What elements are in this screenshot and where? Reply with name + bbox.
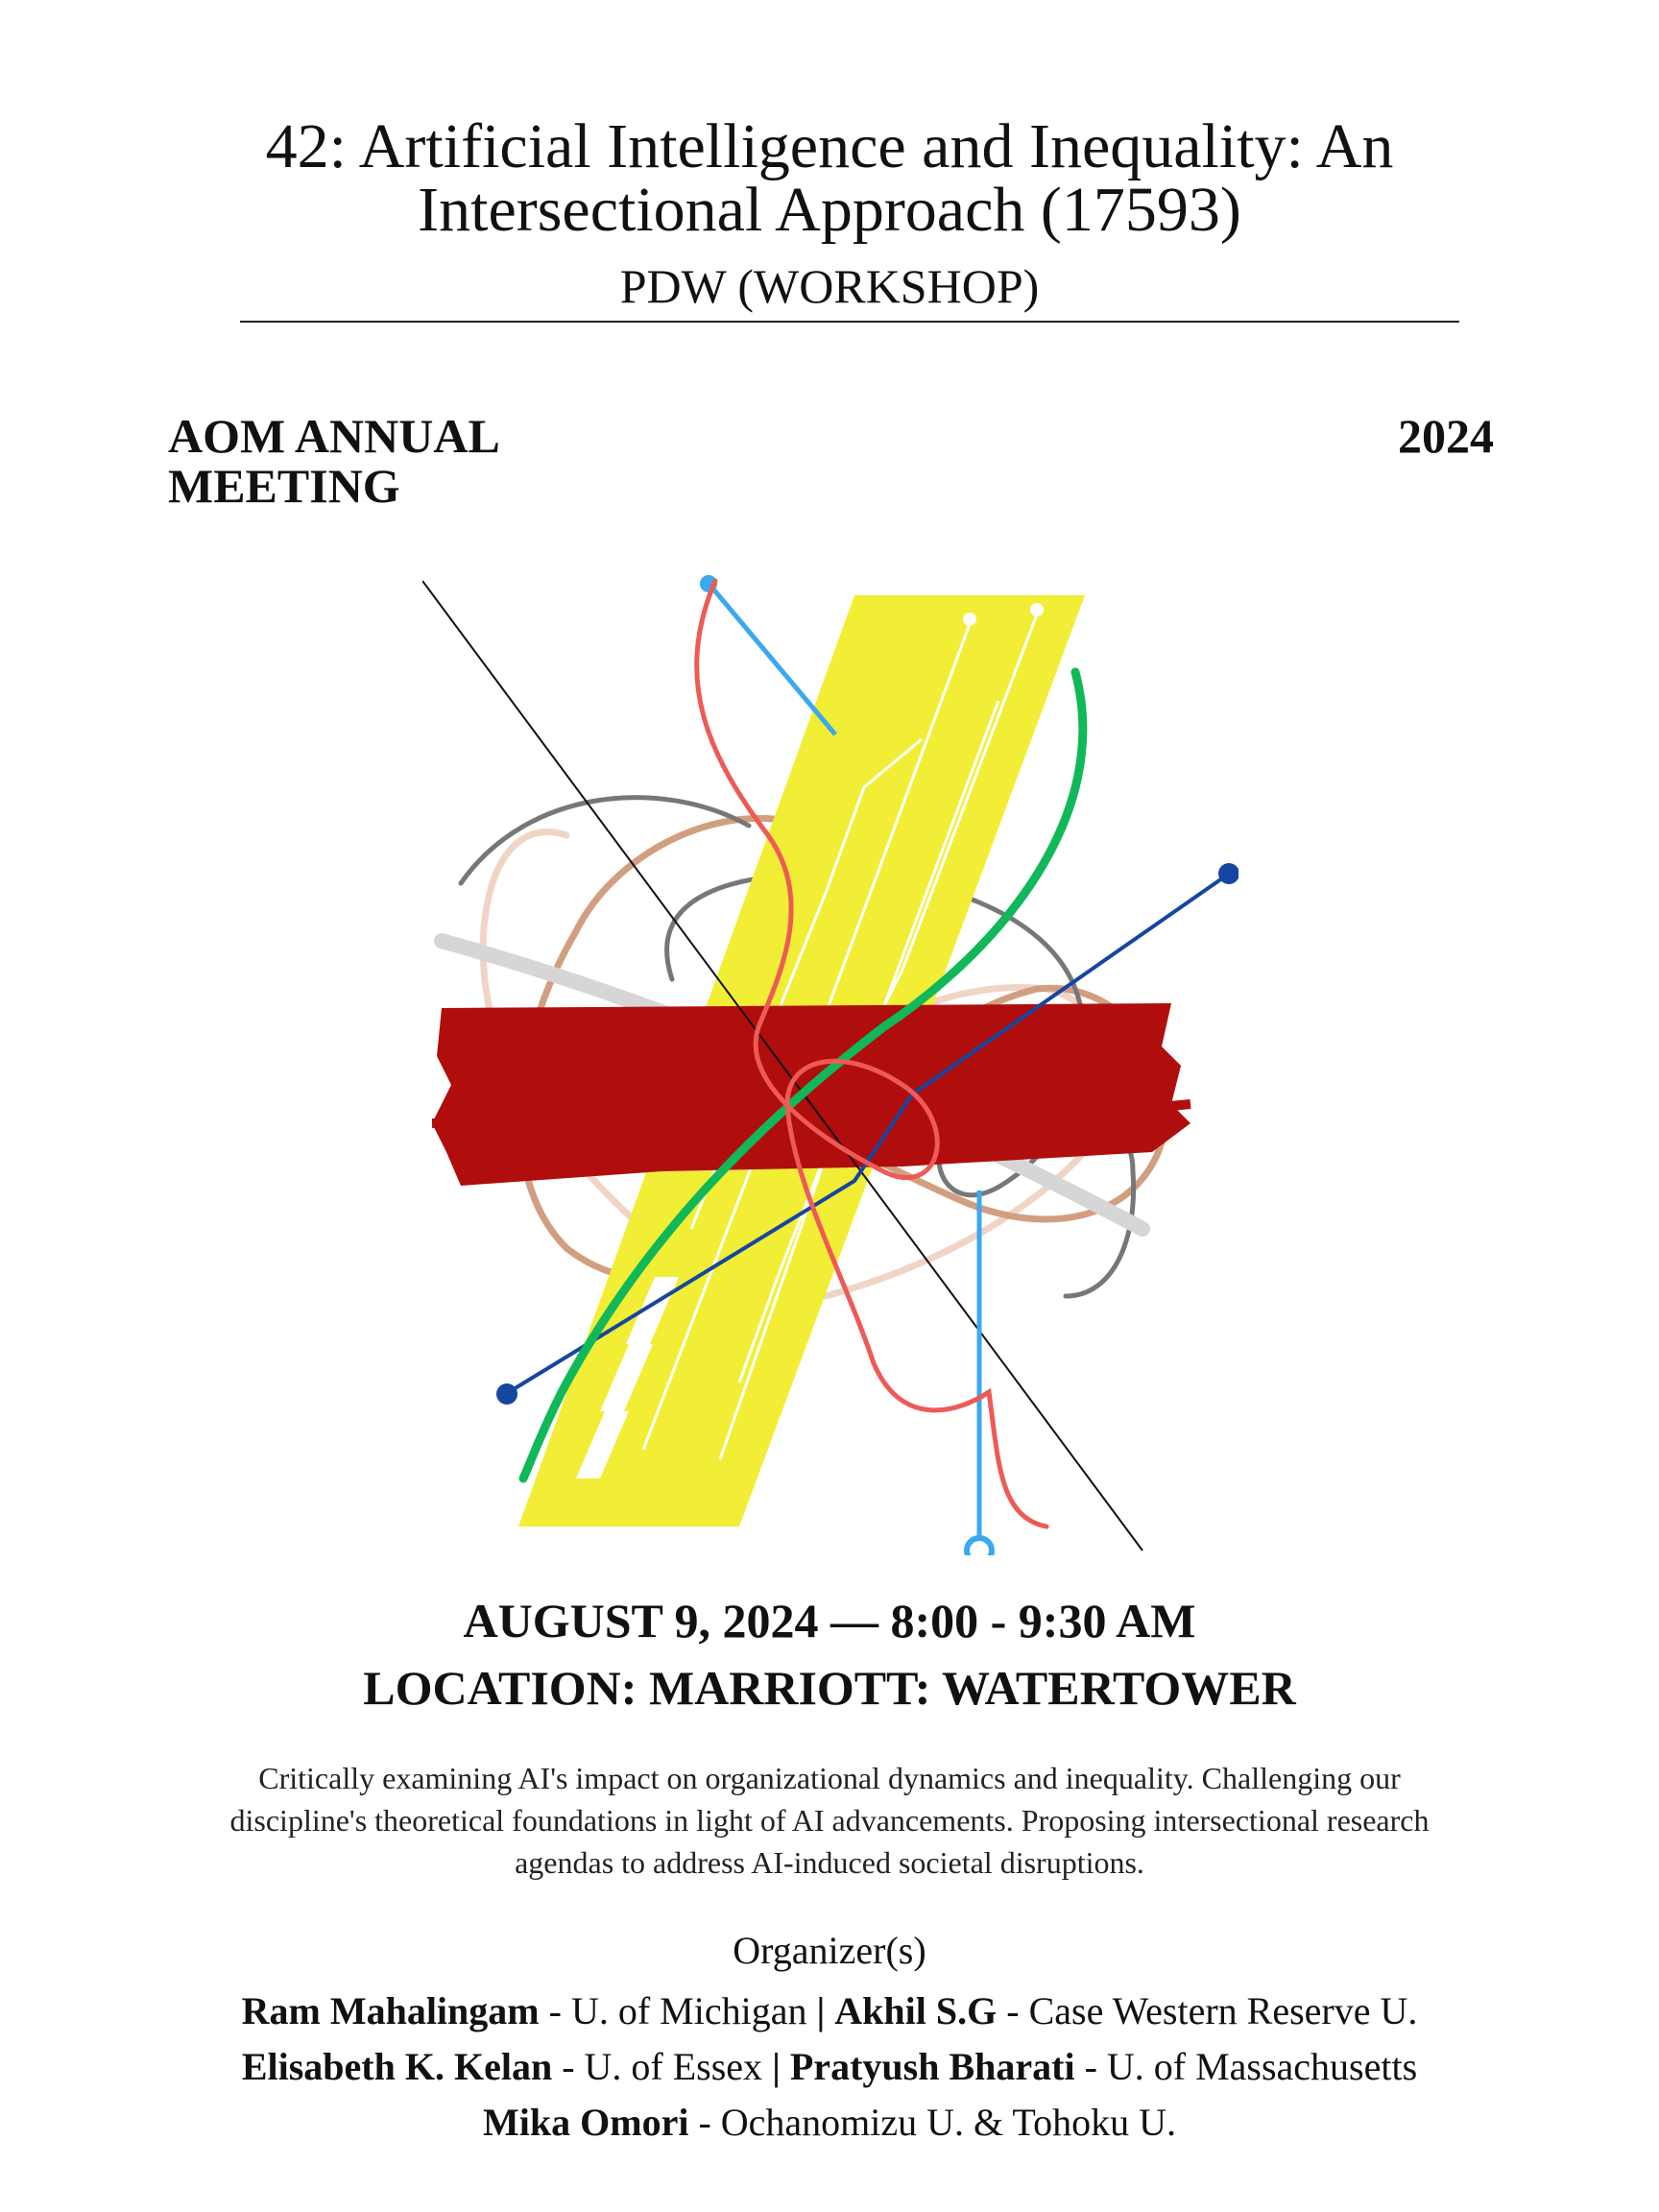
organizer-name: Ram Mahalingam — [241, 1989, 540, 2032]
meeting-year: 2024 — [1398, 409, 1494, 463]
circuit-node — [1030, 603, 1044, 616]
abstract-ai-artwork-icon — [422, 566, 1238, 1555]
organizer-dash: - — [698, 2101, 711, 2144]
event-location: LOCATION: MARRIOTT: WATERTOWER — [363, 1661, 1296, 1715]
organizer-name: Elisabeth K. Kelan — [241, 2045, 553, 2088]
title-divider — [240, 321, 1459, 323]
session-description — [154, 1757, 1505, 1884]
organizer-affiliation: U. of Massachusetts — [1106, 2045, 1418, 2088]
circuit-node — [963, 613, 976, 626]
description-line-2: discipline's theoretical foundations in light of AI advancements. Proposing intersectional research — [229, 1803, 1430, 1838]
organizer-name: Mika Omori — [483, 2101, 689, 2144]
title-line-1: 42: Artificial Intelligence and Inequality: An — [265, 111, 1394, 181]
organizer-dash: - — [1006, 1989, 1020, 2032]
page-title — [0, 111, 1659, 245]
meeting-line-1: AOM ANNUAL — [168, 409, 500, 463]
cyan-ring — [967, 1538, 992, 1555]
session-type: PDW (WORKSHOP) — [619, 259, 1040, 313]
organizer-dash: - — [1084, 2045, 1097, 2088]
organizer-affiliation: U. of Michigan — [570, 1989, 807, 2032]
description-line-1: Critically examining AI's impact on organizational dynamics and inequality. Challenging our — [258, 1761, 1401, 1795]
organizer-dash: - — [548, 1989, 562, 2032]
cyan-line — [710, 586, 835, 734]
title-line-2: Intersectional Approach (17593) — [418, 175, 1241, 245]
meeting-name — [168, 411, 648, 511]
event-datetime: AUGUST 9, 2024 — 8:00 - 9:30 AM — [463, 1594, 1196, 1647]
organizer-separator: | — [772, 2045, 781, 2088]
organizer-dash: - — [562, 2045, 575, 2088]
organizer-separator: | — [816, 1989, 826, 2032]
organizers-heading: Organizer(s) — [733, 1929, 926, 1972]
organizer-name: Pratyush Bharati — [789, 2045, 1075, 2088]
organizer-affiliation: U. of Essex — [584, 2045, 763, 2088]
organizer-affiliation: Ochanomizu U. & Tohoku U. — [720, 2101, 1176, 2144]
organizers-line-3 — [0, 2099, 1659, 2147]
organizer-name: Akhil S.G — [834, 1989, 998, 2032]
blue-node — [496, 1383, 517, 1405]
organizers-line-1 — [0, 1987, 1659, 2035]
organizers-line-2 — [0, 2043, 1659, 2091]
blue-node — [1218, 863, 1238, 884]
meeting-line-2: MEETING — [168, 459, 400, 513]
organizer-affiliation: Case Western Reserve U. — [1028, 1989, 1418, 2032]
description-line-3: agendas to address AI-induced societal disruptions. — [515, 1845, 1144, 1880]
